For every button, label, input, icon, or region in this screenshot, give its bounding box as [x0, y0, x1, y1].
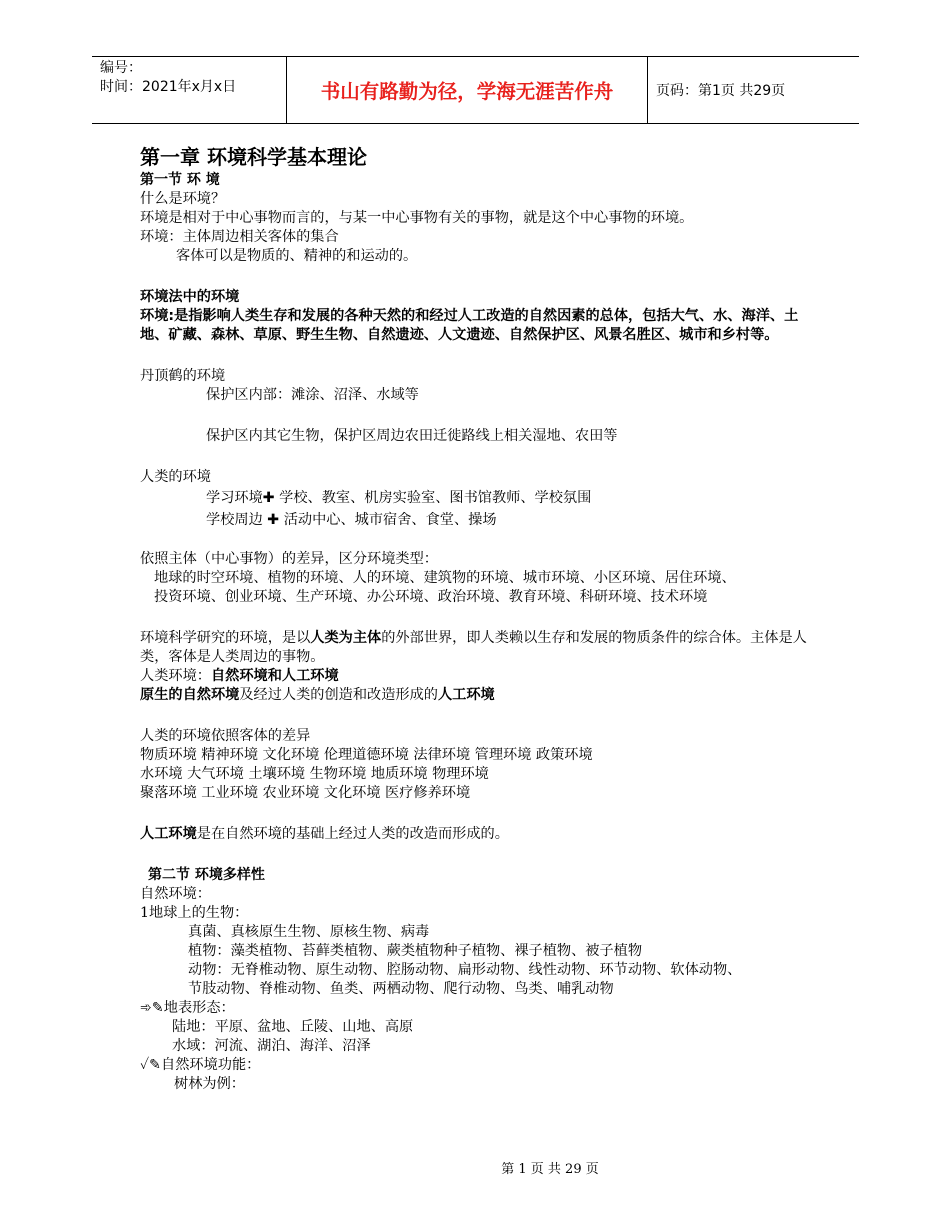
type-title: 依照主体（中心事物）的差异，区分环境类型： — [140, 551, 438, 567]
document-body — [140, 143, 830, 1094]
object-line-1: 物质环境 精神环境 文化环境 伦理道德环境 法律环境 管理环境 政策环境 — [140, 747, 593, 763]
natural-env-line — [140, 686, 830, 705]
natural-mid: 及经过人类的创造和改造形成的 — [239, 687, 438, 703]
natural-bold2: 人工环境 — [437, 687, 495, 703]
bio-line-2: 植物：藻类植物、苔藓类植物、蕨类植物种子植物、裸子植物、被子植物 — [188, 943, 643, 959]
crane-line-2: 保护区内其它生物，保护区周边农田迁徙路线上相关湿地、农田等 — [206, 428, 618, 444]
crane-title: 丹顶鹤的环境 — [140, 368, 226, 384]
serial-label: 编号： — [100, 60, 142, 76]
human-env-line — [140, 667, 830, 686]
research-pre: 环境科学研究的环境，是以 — [140, 630, 311, 646]
type-line-1: 地球的时空环境、植物的环境、人的环境、建筑物的环境、城市环境、小区环境、居住环境、 — [154, 570, 736, 586]
cross-bullet-icon: ✚ — [262, 490, 275, 506]
research-text — [140, 629, 815, 667]
crane-line-1: 保护区内部：滩涂、沼泽、水域等 — [206, 387, 419, 403]
text-line: 客体可以是物质的、精神的和运动的。 — [176, 248, 418, 264]
object-title: 人类的环境依照客体的差异 — [140, 728, 311, 744]
human-line-1-text: 学校、教室、机房实验室、图书馆教师、学校氛围 — [279, 490, 592, 506]
bio-title: 1地球上的生物： — [140, 905, 249, 921]
human-env-pre: 人类环境： — [140, 668, 211, 684]
artificial-text: 是在自然环境的基础上经过人类的改造而形成的。 — [196, 826, 509, 842]
text-line: 什么是环境？ — [140, 191, 226, 207]
human-title: 人类的环境 — [140, 469, 211, 485]
law-title: 环境法中的环境 — [140, 289, 240, 305]
section2-title: 第二节 环境多样性 — [148, 867, 265, 883]
natural-env-label: 自然环境： — [140, 886, 211, 902]
bio-line-4: 节肢动物、脊椎动物、鱼类、两栖动物、爬行动物、鸟类、哺乳动物 — [188, 981, 614, 997]
research-bold: 人类为主体 — [310, 630, 382, 646]
object-line-2: 水环境 大气环境 土壤环境 生物环境 地质环境 物理环境 — [140, 766, 489, 782]
page-footer: 第 1 页 共 29 页 — [501, 1162, 599, 1177]
surface-line-1: 陆地：平原、盆地、丘陵、山地、高原 — [172, 1019, 414, 1035]
human-line-2 — [140, 509, 830, 531]
check-pencil-icon: ✓✎ — [140, 1057, 162, 1073]
func-title-line — [140, 1056, 830, 1075]
object-line-3: 聚落环境 工业环境 农业环境 文化环境 医疗修养环境 — [140, 785, 471, 801]
artificial-line — [140, 825, 830, 844]
bio-line-3: 动物：无脊椎动物、原生动物、腔肠动物、扁形动物、线性动物、环节动物、软体动物、 — [188, 962, 742, 978]
surface-title-line — [140, 999, 830, 1018]
human-env-bold: 自然环境和人工环境 — [210, 668, 339, 684]
func-title: 自然环境功能： — [161, 1057, 261, 1073]
chapter-title: 第一章 环境科学基本理论 — [140, 145, 367, 169]
func-line-1: 树林为例： — [174, 1076, 245, 1092]
header-meta — [100, 59, 285, 97]
artificial-bold: 人工环境 — [140, 826, 197, 842]
surface-line-2: 水域：河流、湖泊、海洋、沼泽 — [172, 1038, 371, 1054]
cross-bullet-icon: ✚ — [267, 512, 280, 528]
human-line-2-text: 活动中心、城市宿舍、食堂、操场 — [283, 512, 497, 528]
research-post: 的外部世界，即人类赖以生存和发展的物质条件的综合体。主体是人类，客体是人类周边的事物。 — [140, 630, 807, 665]
type-line-2: 投资环境、创业环境、生产环境、办公环境、政治环境、教育环境、科研环境、技术环境 — [154, 589, 708, 605]
text-line: 环境是相对于中心事物而言的，与某一中心事物有关的事物，就是这个中心事物的环境。 — [140, 210, 694, 226]
human-line-2-label: 学校周边 — [206, 512, 263, 528]
arrow-pencil-icon: ➾✎ — [140, 1000, 164, 1016]
human-line-1-label: 学习环境 — [206, 490, 263, 506]
header-page-info: 页码：第1页 共29页 — [656, 83, 786, 99]
page-header — [92, 56, 859, 124]
bio-line-1: 真菌、真核原生生物、原核生物、病毒 — [188, 924, 430, 940]
section1-title: 第一节 环 境 — [140, 172, 220, 188]
surface-title: 地表形态： — [163, 1000, 235, 1016]
natural-bold: 原生的自然环境 — [140, 687, 240, 703]
text-line: 环境：主体周边相关客体的集合 — [140, 229, 339, 245]
header-motto: 书山有路勤为径，学海无涯苦作舟 — [286, 57, 648, 123]
human-line-1 — [140, 487, 830, 509]
law-text: 环境:是指影响人类生存和发展的各种天然的和经过人工改造的自然因素的总体，包括大气、水、海洋、土地、矿藏、森林、草原、野生生物、自然遗迹、人文遗迹、自然保护区、风景名胜区、城市和乡村等。 — [140, 308, 799, 343]
header-date: 时间：2021年x月x日 — [100, 79, 237, 95]
